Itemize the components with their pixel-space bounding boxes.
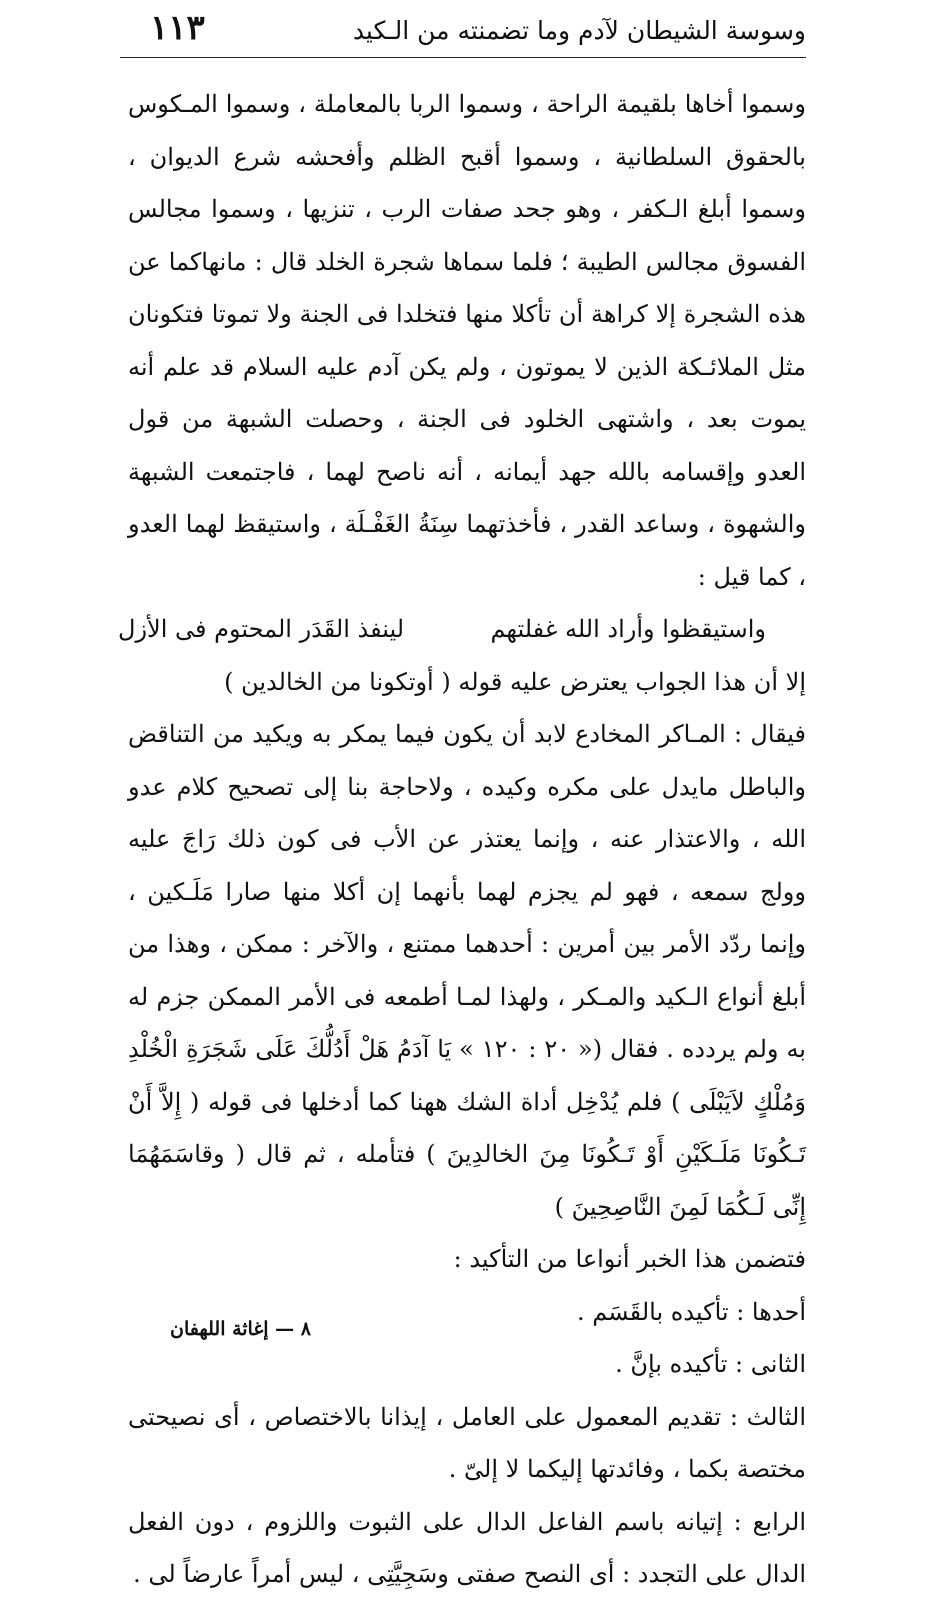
header-rule bbox=[120, 57, 806, 58]
list-item: الثانى : تأكيده بإنَّ . bbox=[615, 1350, 806, 1378]
main-text bbox=[118, 78, 806, 1601]
paragraph: وسموا أخاها بلقيمة الراحة ، وسموا الربا بالمعاملة ، وسموا المـكوس بالحقوق السلطانية ، وسموا أقبح الظلم وأفحشه شرع الديوان ، وسموا أبلغ الـكفر ، وهو جحد صفات الرب ، تنزيها ، وسموا مجالس الفسوق مجالس الطيبة ؛ فلما سماها شجرة الخلد قال : مانهاكما عن هذه الشجرة إلا كراهة أن تأكلا منها فتخلدا فى الجنة ولا تموتا فتكونان مثل الملائـكة الذين لا يموتون ، ولم يكن آدم عليه السلام قد علم أنه يموت بعد ، واشتهى الخلود فى الجنة ، وحصلت الشبهة من قول العدو وإقسامه بالله جهد أيمانه ، أنه ناصح لهما ، فاجتمعت الشبهة والشهوة ، وساعد القدر ، فأخذتهما سِنَةُ الغَفْـلَة ، واستيقظ لهما العدو ، كما قيل : bbox=[128, 90, 806, 591]
paragraph: فيقال : المـاكر المخادع لابد أن يكون فيما يمكر به ويكيد من التناقض والباطل مايدل على مكره وكيده ، ولاحاجة بنا إلى تصحيح كلام عدو الله ، والاعتذار عنه ، وإنما يعتذر عن الأب فى كون ذلك رَاجَ عليه وولج سمعه ، فهو لم يجزم لهما بأنهما إن أكلا منها صارا مَلَـكين ، وإنما ردّد الأمر بين أمرين : أحدهما ممتنع ، والآخر : ممكن ، وهذا من أبلغ أنواع الـكيد والمـكر ، ولهذا لمـا أطمعه فى الأمر الممكن جزم له به ولم يردده . فقال (« ٢٠ : ١٢٠ » يَا آدَمُ هَلْ أَدُلُّكَ عَلَى شَجَرَةِ الْخُلْدِ وَمُلْكٍ لاَيَبْلَى ) فلم يُدْخِل أداة الشك ههنا كما أدخلها فى قوله ( إِلاَّ أَنْ تَـكُونَا مَلَـكَيْنِ أَوْ تَـكُونَا مِنَ الخالدِينَ ) فتأمله ، ثم قال ( وقاسَمَهُمَا إِنِّى لَـكُمَا لَمِنَ النَّاصِحِينَ ) bbox=[128, 720, 806, 1221]
footer-signature: ٨ — إغاثة اللهفان bbox=[170, 1318, 312, 1340]
page-number: ١١٣ bbox=[150, 8, 205, 48]
poetry-verse bbox=[118, 603, 806, 656]
paragraph: إلا أن هذا الجواب يعترض عليه قوله ( أوتكونا من الخالدين ) bbox=[224, 667, 806, 696]
verse-second-hemistich: لينفذ القَدَر المحتوم فى الأزل bbox=[118, 615, 405, 643]
running-title: وسوسة الشيطان لآدم وما تضمنته من الـكيد bbox=[352, 16, 806, 45]
verse-first-hemistich: واستيقظوا وأراد الله غفلتهم bbox=[490, 615, 766, 643]
page-header bbox=[120, 8, 806, 56]
list-item: أحدها : تأكيده بالقَسَم . bbox=[577, 1297, 806, 1326]
paragraph: فتضمن هذا الخبر أنواعا من التأكيد : bbox=[453, 1245, 806, 1273]
list-item: الثالث : تقديم المعمول على العامل ، إيذانا بالاختصاص ، أى نصيحتى مختصة بكما ، وفائدتها إليكما لا إلىّ . bbox=[128, 1402, 806, 1483]
list-item: الرابع : إتيانه باسم الفاعل الدال على الثبوت واللزوم ، دون الفعل الدال على التجدد : أى النصح صفتى وسَجِيَّتِى ، ليس أمراً عارضاً لى . bbox=[128, 1507, 806, 1588]
